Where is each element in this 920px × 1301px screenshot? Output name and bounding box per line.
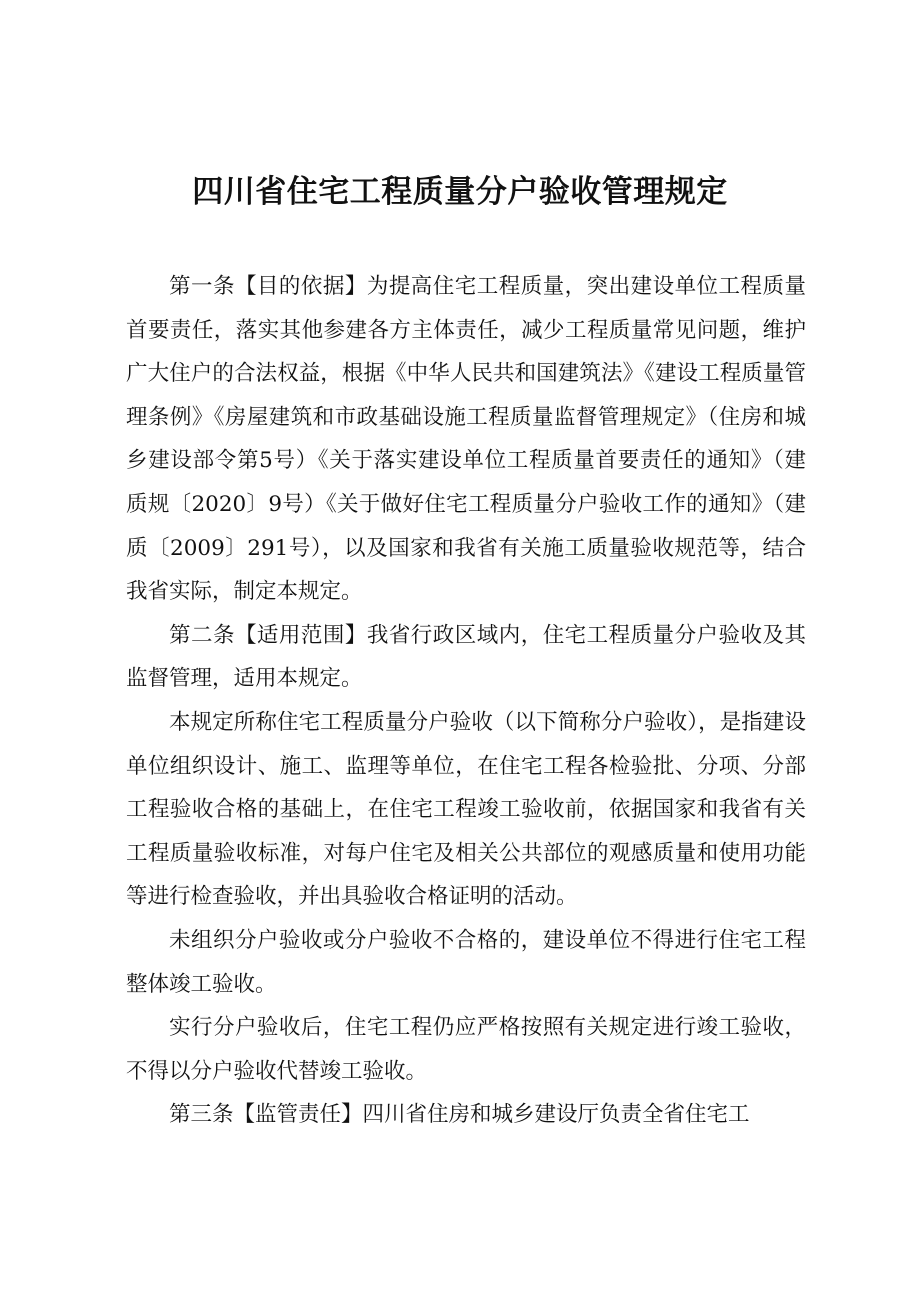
document-body [126, 265, 806, 1137]
paragraph-article-2: 第二条【适用范围】我省行政区域内，住宅工程质量分户验收及其监督管理，适用本规定。 [126, 622, 806, 692]
paragraph-definition: 本规定所称住宅工程质量分户验收（以下简称分户验收），是指建设单位组织设计、施工、监理等单位，在住宅工程各检验批、分项、分部工程验收合格的基础上，在住宅工程竣工验收前，依据国家和我省有关工程质量验收标准，对每户住宅及相关公共部位的观感质量和使用功能等进行检查验收，并出具验收合格证明的活动。 [126, 709, 806, 910]
paragraph-not-organized: 未组织分户验收或分户验收不合格的，建设单位不得进行住宅工程整体竣工验收。 [126, 927, 806, 997]
paragraph-after-acceptance: 实行分户验收后，住宅工程仍应严格按照有关规定进行竣工验收，不得以分户验收代替竣工验收。 [126, 1015, 806, 1084]
paragraph-article-3: 第三条【监管责任】四川省住房和城乡建设厅负责全省住宅工 [169, 1102, 750, 1128]
document-title: 四川省住宅工程质量分户验收管理规定 [192, 174, 728, 210]
paragraph-article-1: 第一条【目的依据】为提高住宅工程质量，突出建设单位工程质量首要责任，落实其他参建各方主体责任，减少工程质量常见问题，维护广大住户的合法权益，根据《中华人民共和国建筑法》《建设工程质量管理条例》《房屋建筑和市政基础设施工程质量监督管理规定》（住房和城乡建设部令第5号）《关于落实建设单位工程质量首要责任的通知》（建质规〔2020〕9号）《关于做好住宅工程质量分户验收工作的通知》（建质〔2009〕291号），以及国家和我省有关施工质量验收规范等，结合我省实际，制定本规定。 [126, 274, 806, 605]
